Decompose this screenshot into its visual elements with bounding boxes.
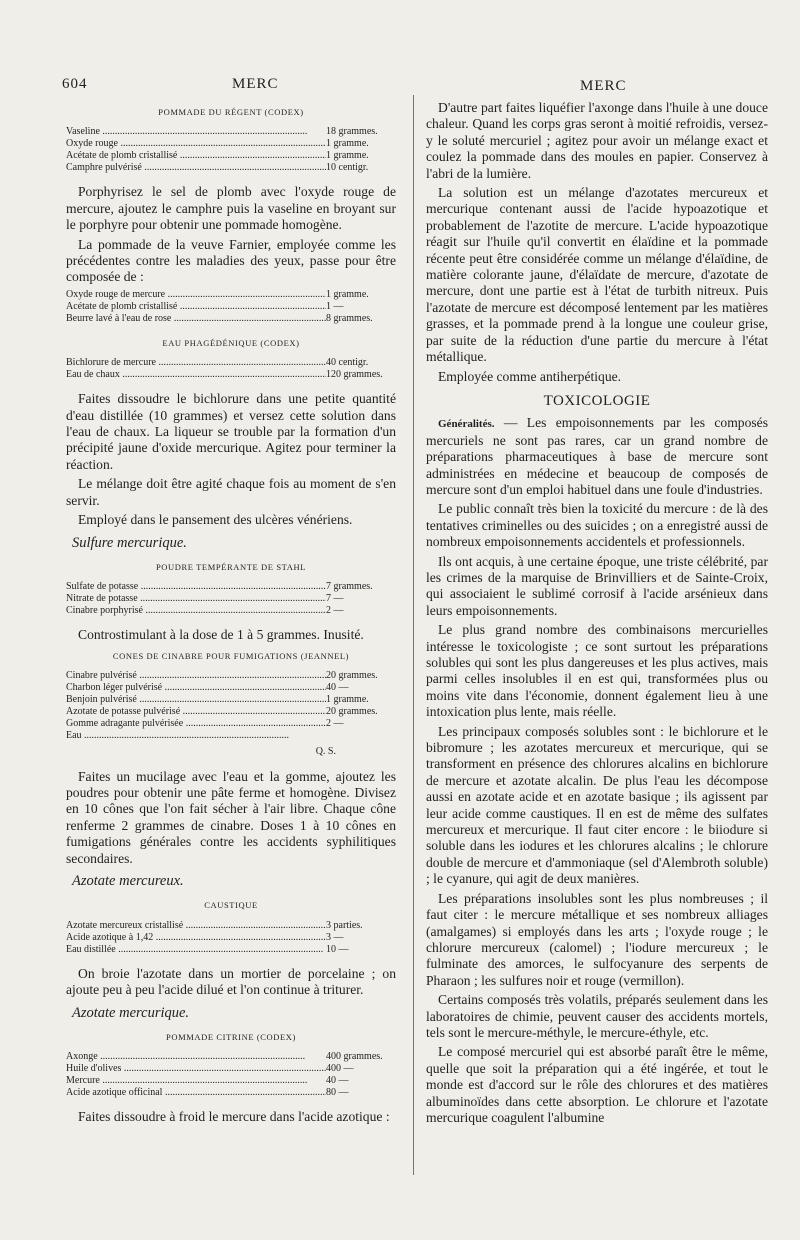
paragraph: Le plus grand nombre des combinaisons mercurielles intéresse le toxicologiste ; ce sont surtout les préparations solubles qui sont les plus dangereuses et les plus actives, mais parmi celles insolubles il en est qui, transformées plus ou moins vite dans l'économie, donnent également lieu à une intoxication plus lente, mais réelle. <box>426 622 768 720</box>
ingredient-quantity: 10 centigr. <box>326 162 369 174</box>
quantum-satis: Q. S. <box>315 746 336 758</box>
recipe-table <box>66 920 396 956</box>
ingredient-quantity: 1 gramme. <box>326 138 369 150</box>
paragraph: Certains composés très volatils, préparés seulement dans les laboratoires de chimie, peuvent causer des accidents mortels, tels sont le mercure-méthyle, le mercure-éthyle, etc. <box>426 992 768 1040</box>
recipe-row <box>66 357 396 369</box>
subheading: Sulfure mercurique. <box>72 534 187 551</box>
ingredient-quantity: 40 centigr. <box>326 357 369 369</box>
recipe-table <box>66 670 396 742</box>
paragraph: Faites dissoudre à froid le mercure dans l'acide azotique : <box>78 1109 390 1125</box>
ingredient-name: Acétate de plomb cristallisé ..... <box>66 301 326 313</box>
ingredient-quantity: 3 — <box>326 931 344 943</box>
ingredient-quantity: 120 grammes. <box>326 369 383 381</box>
ingredient-quantity: 80 — <box>326 1087 349 1099</box>
paragraph: Le mélange doit être agité chaque fois au moment de s'en servir. <box>66 476 396 508</box>
ingredient-name: Acide azotique à 1,42 ..... <box>66 932 326 944</box>
paragraph: On broie l'azotate dans un mortier de porcelaine ; on ajoute peu à peu l'acide dilué et l'on continue à triturer. <box>66 965 396 998</box>
recipe-row <box>66 150 396 162</box>
ingredient-quantity: 1 gramme. <box>326 150 369 162</box>
ingredient-name: Gomme adragante pulvérisée ..... <box>66 718 326 730</box>
ingredient-quantity: 18 grammes. <box>326 126 378 138</box>
paragraph: D'autre part faites liquéfier l'axonge dans l'huile à une douce chaleur. Quand les corps gras seront à moitié refroidis, versez-y le soluté mercuriel ; agitez pour avoir un mélange exact et coulez la pommade dans des moules en papier. Conservez à l'abri de la lumière. <box>426 100 768 181</box>
ingredient-quantity: 1 — <box>326 300 344 312</box>
ingredient-name: Azotate mercureux cristallisé ..... <box>66 920 326 932</box>
recipe-row <box>66 718 396 730</box>
ingredient-quantity: 1 gramme. <box>326 694 369 706</box>
ingredient-name: Camphre pulvérisé ..... <box>66 162 326 174</box>
recipe-title: EAU PHAGÉDÉNIQUE (CODEX) <box>162 337 300 348</box>
paragraph: La pommade de la veuve Farnier, employée comme les précédentes contre les maladies des yeux, passe pour être composée de : <box>66 236 396 285</box>
ingredient-name: Benjoin pulvérisé ..... <box>66 694 326 706</box>
ingredient-quantity: 400 — <box>326 1063 354 1075</box>
ingredient-name: Vaseline ..... <box>66 126 326 138</box>
subheading: Azotate mercureux. <box>72 872 184 889</box>
ingredient-name: Mercure ..... <box>66 1075 326 1087</box>
recipe-row <box>66 920 396 932</box>
recipe-row <box>66 944 396 956</box>
recipe-row <box>66 126 396 138</box>
recipe-title: POMMADE CITRINE (CODEX) <box>166 1032 296 1042</box>
ingredient-name: Nitrate de potasse ..... <box>66 593 326 605</box>
ingredient-quantity: 20 grammes. <box>326 706 378 718</box>
recipe-title: CAUSTIQUE <box>204 900 258 911</box>
recipe-row <box>66 1051 396 1063</box>
subheading: Azotate mercurique. <box>72 1004 190 1021</box>
recipe-row <box>66 593 396 605</box>
recipe-row <box>66 605 396 617</box>
ingredient-name: Azotate de potasse pulvérisé ..... <box>66 706 326 718</box>
recipe-row <box>66 162 396 174</box>
recipe-row <box>66 682 396 694</box>
right-column <box>426 100 768 1129</box>
column-divider <box>413 95 414 1175</box>
recipe-row <box>66 932 396 944</box>
ingredient-quantity <box>326 730 396 742</box>
left-running-head: MERC <box>232 76 279 92</box>
ingredient-quantity: 7 grammes. <box>326 581 373 593</box>
ingredient-name: Acide azotique officinal ..... <box>66 1087 326 1099</box>
ingredient-quantity: 40 — <box>326 682 349 694</box>
recipe-title: POMMADE DU RÉGENT (CODEX) <box>158 107 304 117</box>
recipe-row <box>66 730 396 742</box>
recipe-table <box>66 357 396 381</box>
recipe-title: CONES DE CINABRE POUR FUMIGATIONS (JEANNEL) <box>112 650 350 661</box>
recipe-row <box>66 289 396 301</box>
recipe-table <box>66 289 396 325</box>
ingredient-quantity: 20 grammes. <box>326 670 378 682</box>
ingredient-name: Cinabre porphyrisé ..... <box>66 605 326 617</box>
ingredient-quantity: 3 parties. <box>326 919 363 931</box>
left-column <box>66 100 396 1129</box>
recipe-row <box>66 369 396 381</box>
paragraph: Le public connaît très bien la toxicité du mercure : de là des tentatives criminelles ou des suicides ; on a enregistré aussi de nombreux empoisonnements accidentels et professionnels. <box>426 501 768 550</box>
recipe-table <box>66 581 396 617</box>
recipe-row <box>66 1075 396 1087</box>
paragraph: La solution est un mélange d'azotates mercureux et mercurique contenant aussi de l'acide hypoazotique et probablement de l'azotite de mercure. L'acide hypoazotique réagit sur l'huile qu'il convertit en élaïdine et la pommade récente peut être considérée comme un mélange d'élaïdine, de matière colorante jaune, d'élaïdate de mercure, d'azotate de mercure, dont une partie est à l'état de turbith nitreux. Puis l'azotate de mercure est décomposé lentement par les matières grasses, et la pommade prend à la longue une couleur grise, par suite de la réduction d'une partie du mercure à l'état métallique. <box>426 185 768 365</box>
paragraph-text: — Les empoisonnements par les composés mercuriels ne sont pas rares, car un grand nombre de préparations pharmaceutiques à base de mercure sont administrées en médecine et beaucoup de composés de mercure sont d'un emploi habituel dans une foule d'industries. <box>426 415 768 497</box>
ingredient-quantity: 2 — <box>326 718 344 730</box>
paragraph: Employée comme antiherpétique. <box>438 368 622 384</box>
recipe-row <box>66 670 396 682</box>
paragraph: Le composé mercuriel qui est absorbé paraît être le même, quelle que soit la préparation qui a été ingérée, et tout le monde est d'accord sur le rôle des chlorures et des matières albuminoïdes dans cette absorption. Le chlorure et l'azotate mercurique coagulent l'albumine <box>426 1044 768 1125</box>
recipe-row <box>66 581 396 593</box>
recipe-row <box>66 706 396 718</box>
recipe-row <box>66 301 396 313</box>
paragraph: Faites dissoudre le bichlorure dans une petite quantité d'eau distillée (10 grammes) et versez cette solution dans l'eau de chaux. La liqueur se trouble par la formation d'un précipité jaune d'oxide mercurique. Agitez pour terminer la réaction. <box>66 391 396 472</box>
paragraph: Porphyrisez le sel de plomb avec l'oxyde rouge de mercure, ajoutez le camphre puis la vaseline en broyant sur le porphyre pour obtenir une pommade homogène. <box>66 184 396 233</box>
recipe-table <box>66 1051 396 1099</box>
ingredient-name: Oxyde rouge ..... <box>66 138 326 150</box>
recipe-row <box>66 313 396 325</box>
ingredient-name: Huile d'olives ..... <box>66 1063 326 1075</box>
ingredient-name: Cinabre pulvérisé ..... <box>66 670 326 682</box>
ingredient-name: Bichlorure de mercure ..... <box>66 357 326 369</box>
paragraph: Employé dans le pansement des ulcères vénériens. <box>78 512 353 528</box>
recipe-row <box>66 1087 396 1099</box>
paragraph <box>426 415 768 498</box>
ingredient-name: Oxyde rouge de mercure ..... <box>66 289 326 301</box>
paragraph: Controstimulant à la dose de 1 à 5 grammes. Inusité. <box>78 627 364 643</box>
ingredient-name: Sulfate de potasse ..... <box>66 581 326 593</box>
ingredient-name: Acétate de plomb cristallisé ..... <box>66 150 326 162</box>
generalites-label: Généralités. <box>438 418 495 431</box>
ingredient-quantity: 40 — <box>326 1075 349 1087</box>
ingredient-name: Beurre lavé à l'eau de rose ..... <box>66 313 326 325</box>
right-running-head: MERC <box>580 78 627 94</box>
ingredient-quantity: 400 grammes. <box>326 1051 383 1063</box>
ingredient-quantity: 7 — <box>326 593 344 605</box>
recipe-row <box>66 138 396 150</box>
ingredient-quantity: 10 — <box>326 943 349 955</box>
recipe-row <box>66 1063 396 1075</box>
section-heading: TOXICOLOGIE <box>543 392 651 409</box>
ingredient-name: Charbon léger pulvérisé ..... <box>66 682 326 694</box>
paragraph: Les préparations insolubles sont les plus nombreuses ; il faut citer : le mercure métallique et ses nombreux alliages (amalgames) si employés dans les arts ; l'oxyde rouge ; le chlorure mercureux (calomel) ; l'iodure mercureux ; le fulminate des amorces, le sulfocyanure des serpents de Pharaon ; les sulfures noir et rouge (vermillon). <box>426 890 768 988</box>
ingredient-name: Eau de chaux ..... <box>66 369 326 381</box>
paragraph: Faites un mucilage avec l'eau et la gomme, ajoutez les poudres pour obtenir une pâte ferme et homogène. Divisez en 10 cônes que l'on fait sécher à l'air libre. Chaque cône renferme 2 grammes de cinabre. Doses 1 à 10 cônes en fumigations générales contre les accidents syphilitiques secondaires. <box>66 768 396 866</box>
ingredient-quantity: 1 gramme. <box>326 288 369 300</box>
recipe-title: POUDRE TEMPÉRANTE DE STAHL <box>155 561 307 572</box>
paragraph: Les principaux composés solubles sont : le bichlorure et le bibromure ; les azotates mercureux et mercurique, qui se transforment en présence des chlorures alcalins en bichlorure de mercure et azotate alcalin. De plus l'eau les décompose aussi en azotate acide et en azotate basique ; ils agissent par leur acide comme caustiques. Il en est de même des sulfates mercureux et mercurique. Il faut citer encore : le biiodure si soluble dans les iodures et les chlorures alcalins ; le chlorure double de mercure et d'ammoniaque (sel d'Alembroth soluble) ; le cyanure, qui agit de deux manières. <box>426 723 768 887</box>
paragraph: Ils ont acquis, à une certaine époque, une triste célébrité, par les crimes de la marquise de Brinvilliers et de Sainte-Croix, qui associaient le sublimé corrosif à l'acide arsénieux dans leurs empoisonnements. <box>426 553 768 618</box>
ingredient-name: Eau distillée ..... <box>66 944 326 956</box>
recipe-row <box>66 694 396 706</box>
page-number: 604 <box>62 76 88 92</box>
recipe-table <box>66 126 396 174</box>
ingredient-name: Eau ..... <box>66 730 326 742</box>
ingredient-quantity: 2 — <box>326 605 344 617</box>
ingredient-quantity: 8 grammes. <box>326 312 373 324</box>
ingredient-name: Axonge ..... <box>66 1051 326 1063</box>
